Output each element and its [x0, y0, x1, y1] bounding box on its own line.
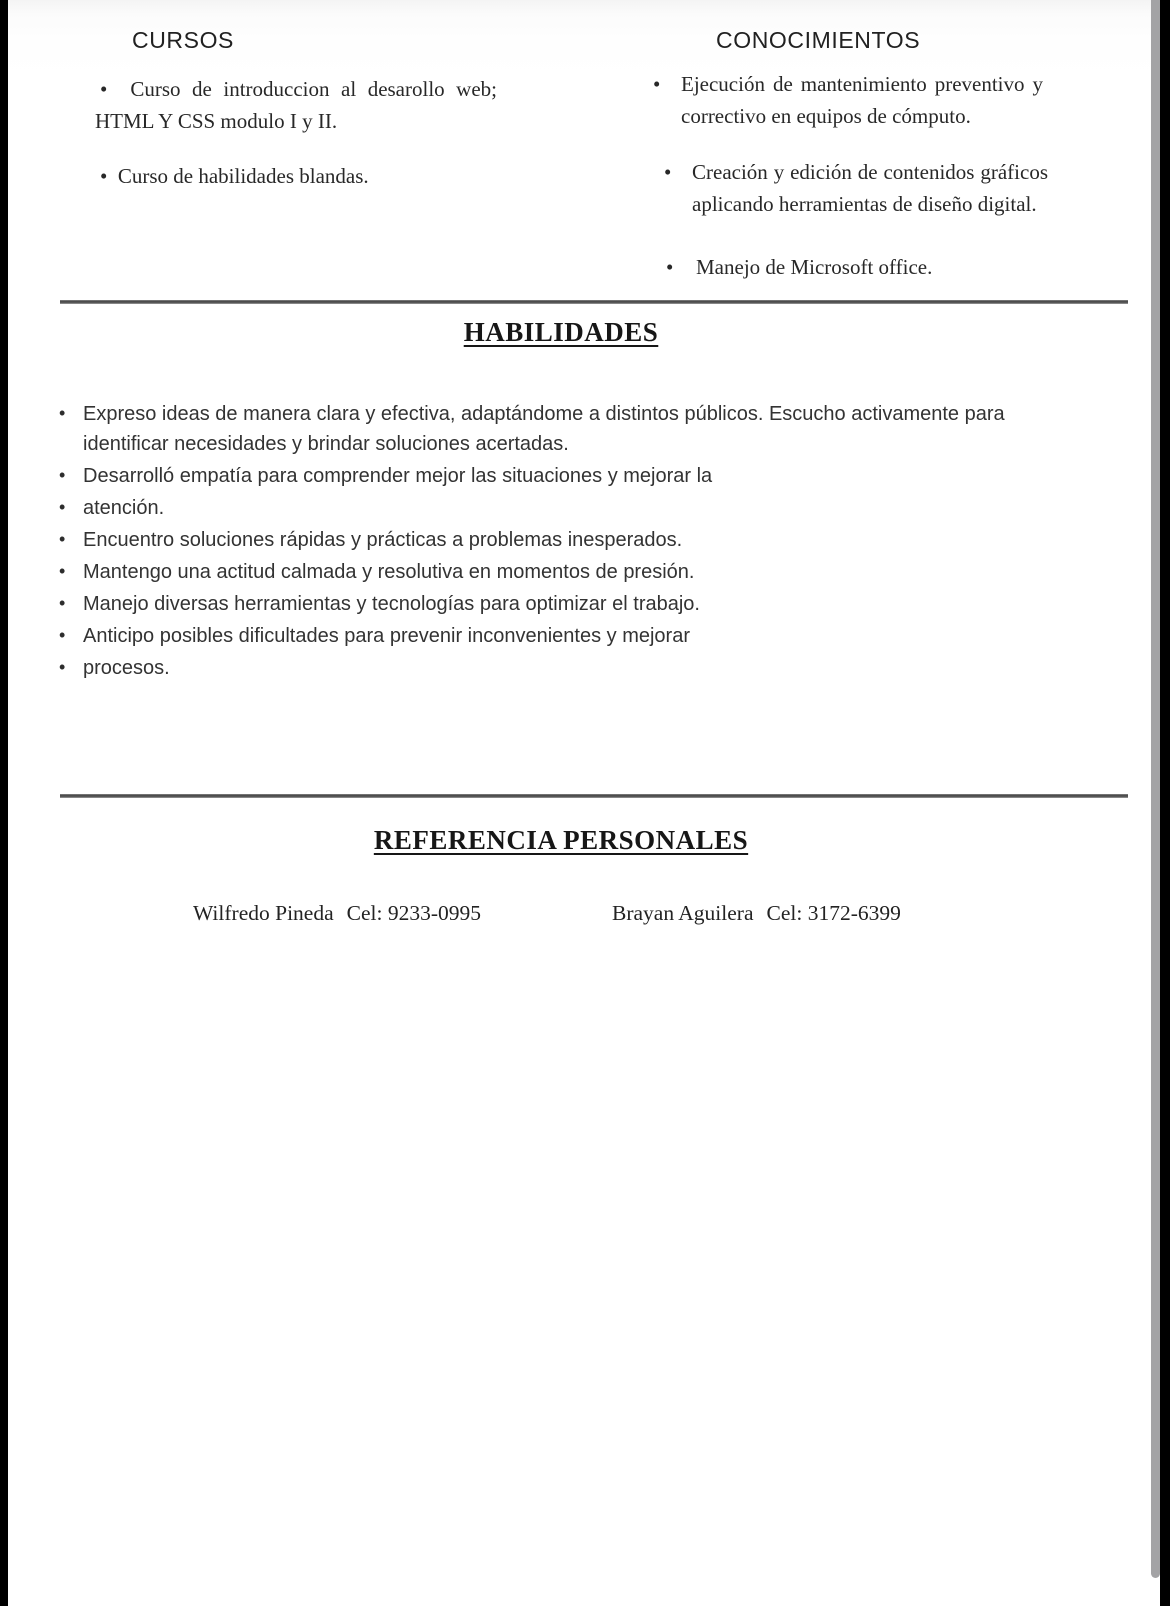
bullet-marker: •: [653, 72, 661, 96]
skill-item: [59, 653, 1064, 683]
reference-entry: [193, 901, 481, 926]
curso-item-text: Curso de habilidades blandas.: [117, 164, 369, 188]
skill-item: [59, 461, 1064, 491]
skill-item: [59, 557, 1064, 587]
reference-phone: Cel: 3172-6399: [766, 901, 901, 925]
conocimiento-item-text: Creación y edición de contenidos gráficos aplicando herramientas de diseño digital.: [692, 160, 1048, 216]
skill-text: Mantengo una actitud calmada y resolutiva en momentos de presión.: [83, 561, 695, 583]
bullet-marker: •: [59, 529, 66, 549]
skill-item: [59, 399, 1064, 459]
skill-item: [59, 621, 1064, 651]
horizontal-divider: [60, 300, 1128, 304]
curso-item-text: Curso de introduccion al desarollo web; HTML Y CSS modulo I y II.: [95, 77, 497, 133]
bullet-marker: •: [59, 593, 66, 613]
habilidades-section-title: HABILIDADES: [463, 317, 659, 347]
skill-text: procesos.: [83, 657, 170, 679]
bullet-marker: •: [666, 255, 674, 279]
left-bezel: [0, 0, 8, 1606]
skill-text: Manejo diversas herramientas y tecnologías para optimizar el trabajo.: [83, 593, 700, 615]
curso-item: [95, 73, 497, 137]
conocimientos-section-title: CONOCIMIENTOS: [716, 27, 921, 53]
bullet-marker: •: [59, 403, 66, 423]
bullet-marker: •: [59, 561, 66, 581]
bullet-marker: •: [59, 657, 66, 677]
skill-text: Desarrolló empatía para comprender mejor las situaciones y mejorar la: [83, 465, 713, 487]
conocimiento-item-text: Ejecución de mantenimiento preventivo y correctivo en equipos de cómputo.: [681, 72, 1043, 128]
skill-text: Anticipo posibles dificultades para prevenir inconvenientes y mejorar: [83, 625, 690, 647]
referencias-section-title: REFERENCIA PERSONALES: [373, 825, 749, 855]
skill-text: Encuentro soluciones rápidas y prácticas a problemas inesperados.: [83, 529, 683, 551]
cursos-section-title: CURSOS: [132, 27, 235, 53]
skill-text: atención.: [83, 497, 165, 519]
skill-item: [59, 589, 1064, 619]
bullet-marker: •: [59, 497, 66, 517]
scrollbar-thumb[interactable]: [1151, 0, 1160, 1578]
skill-text: Expreso ideas de manera clara y efectiva, adaptándome a distintos públicos. Escucho activamente para identificar necesidades y brindar soluciones acertadas.: [83, 403, 1005, 455]
reference-entry: [612, 901, 901, 926]
right-bezel: [1160, 0, 1170, 1606]
bullet-marker: •: [59, 625, 66, 645]
reference-phone: Cel: 9233-0995: [346, 901, 482, 925]
curso-item: [95, 160, 497, 192]
reference-name: Wilfredo Pineda: [193, 901, 334, 925]
bullet-marker: •: [59, 465, 66, 485]
reference-name: Brayan Aguilera: [612, 901, 754, 925]
skill-item: [59, 525, 1064, 555]
bullet-marker: •: [100, 164, 108, 188]
skills-list: [59, 399, 1064, 685]
conocimiento-item: [666, 251, 1066, 283]
conocimiento-item-text: Manejo de Microsoft office.: [696, 255, 933, 279]
bullet-marker: •: [664, 160, 672, 184]
skill-item: [59, 493, 1064, 523]
conocimiento-item: [664, 156, 1048, 220]
conocimiento-item: [653, 68, 1043, 132]
horizontal-divider: [60, 794, 1128, 798]
bullet-marker: •: [100, 77, 108, 101]
